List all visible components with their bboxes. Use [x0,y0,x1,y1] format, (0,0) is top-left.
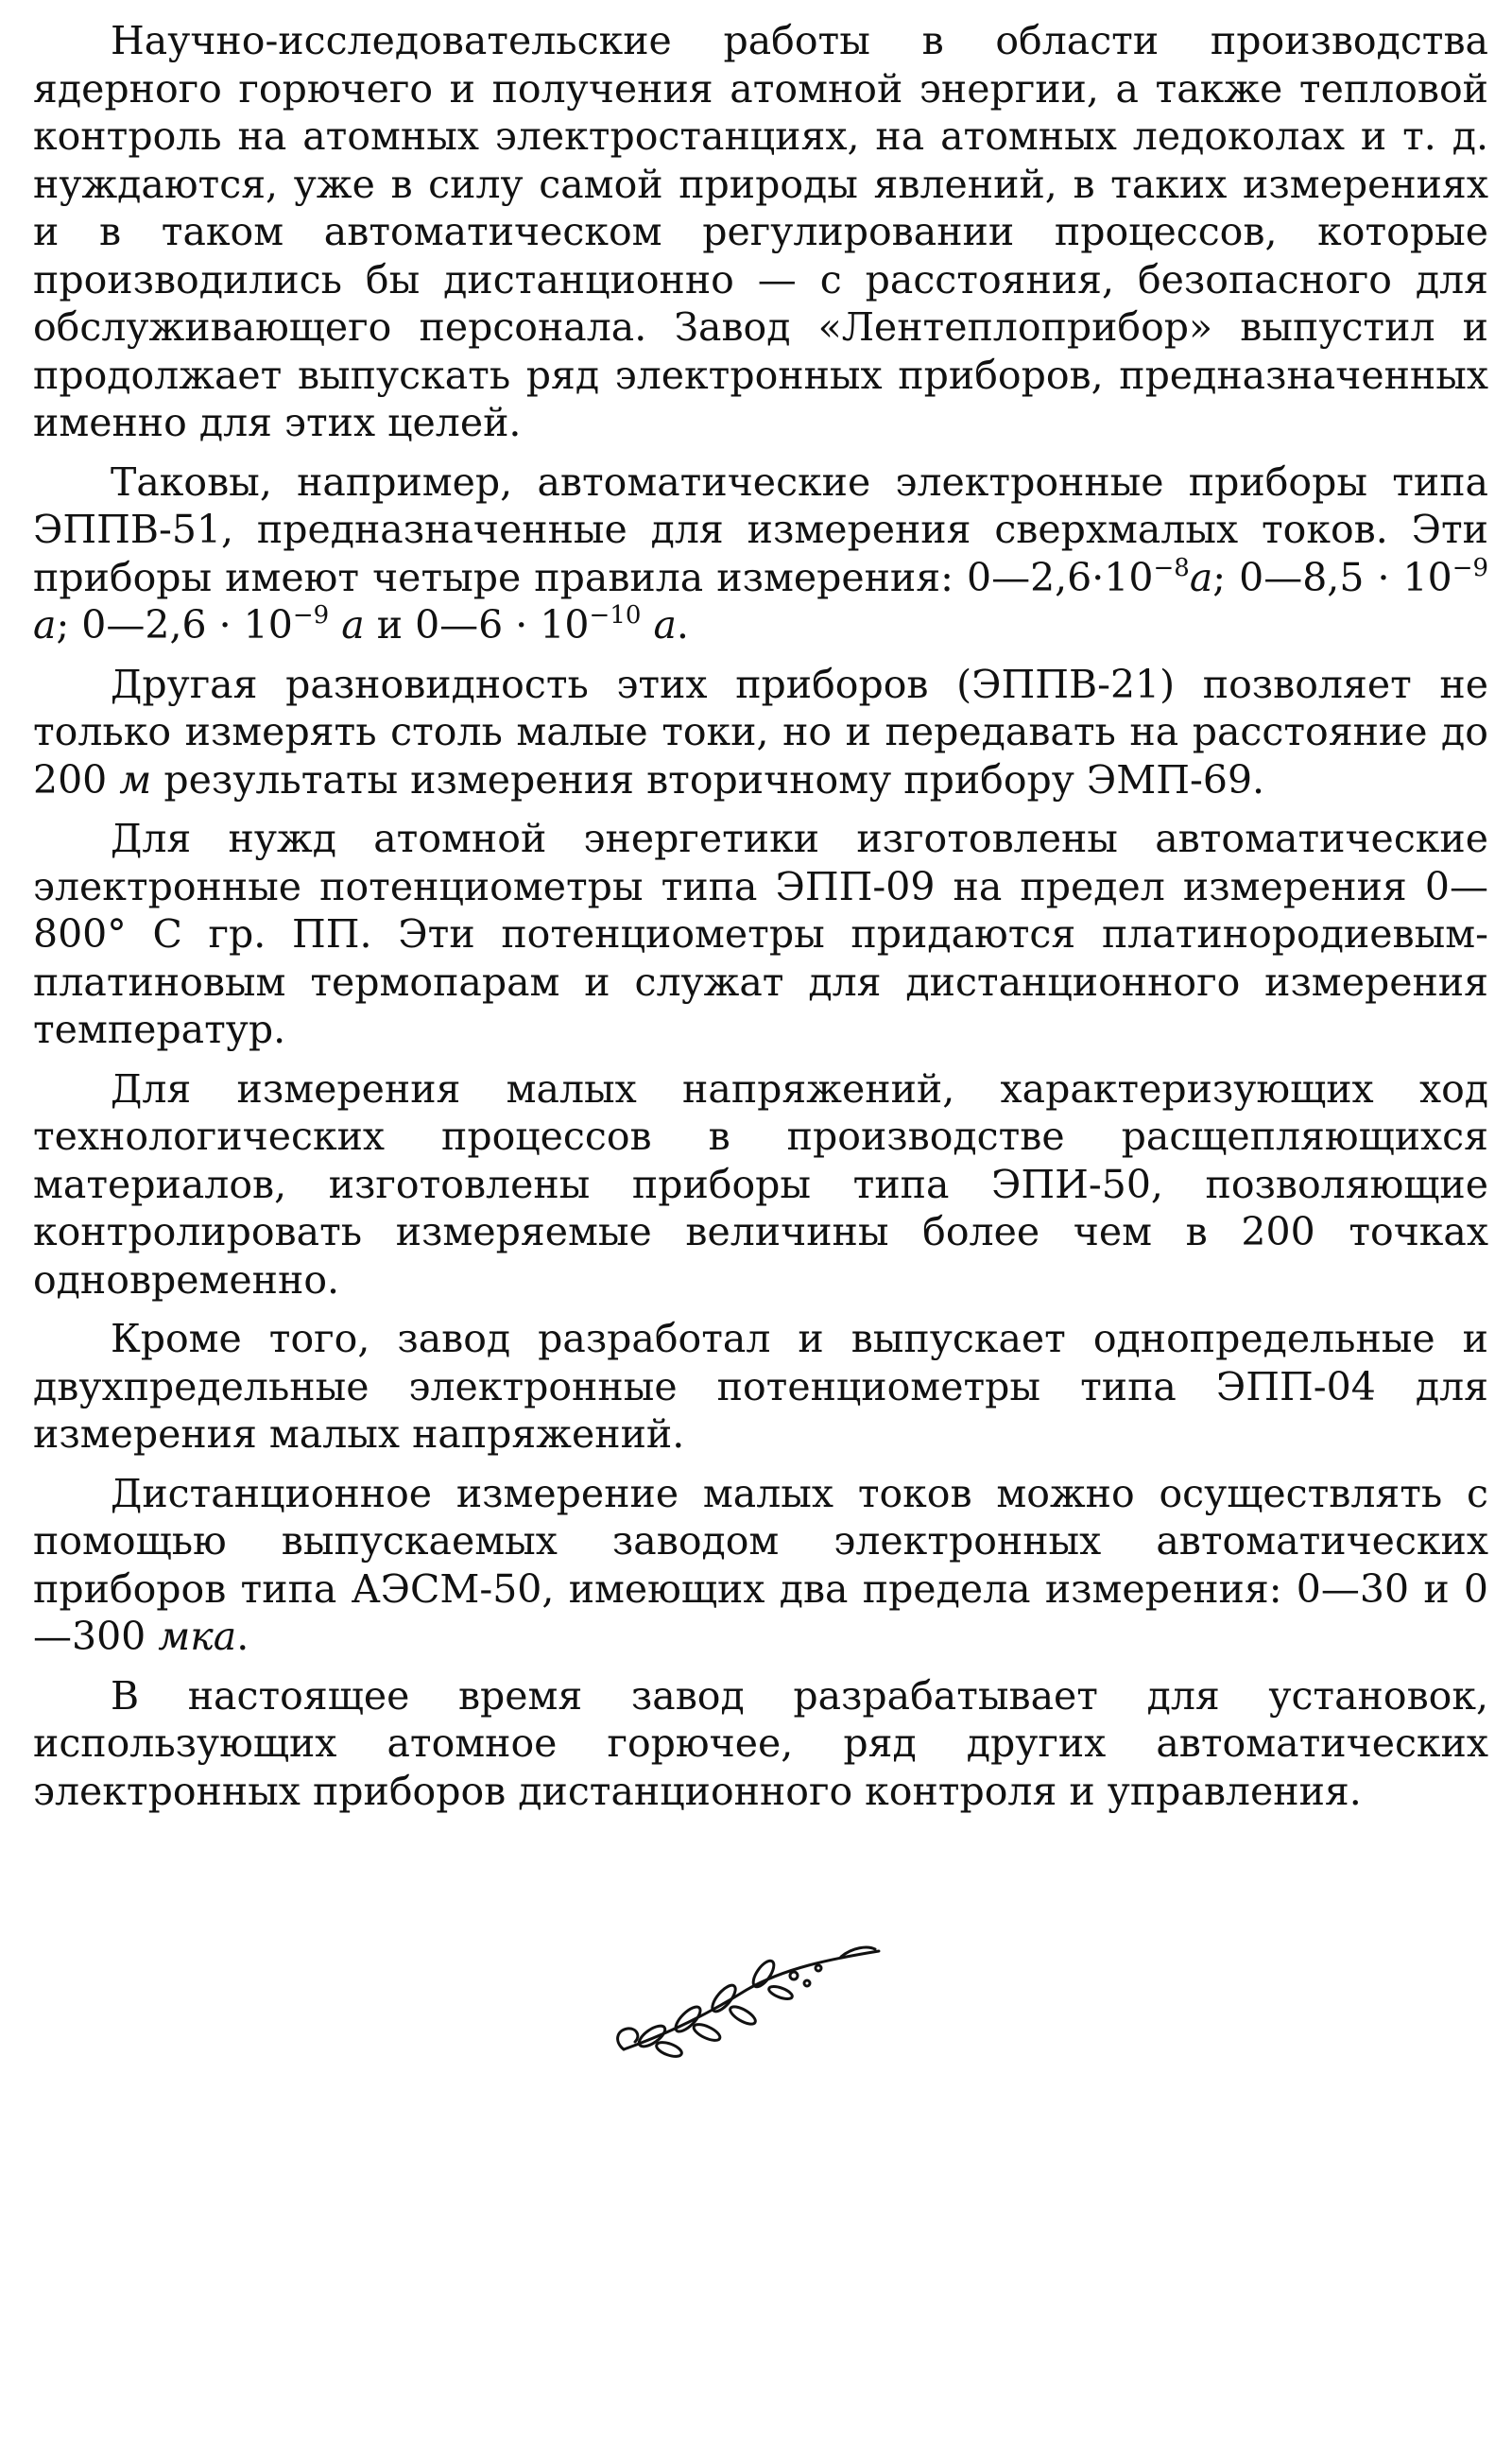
italic-unit: м [119,756,152,803]
exponent: −9 [292,601,330,630]
italic-unit: а [33,602,57,648]
italic-unit: мка [158,1614,237,1659]
italic-unit: а [341,602,365,648]
laurel-branch-icon [605,1938,888,2061]
exponent: −8 [1153,553,1190,582]
paragraph-5: Для измерения малых напряжений, характеризующих ход технологических процессов в производстве расщепляющихся материалов, изготовлены приборы типа ЭПИ-50, позволяющие контролировать измеряемые величины более чем в 200 точках одновременно. [33,1065,1488,1303]
page-body [33,17,1488,1826]
paragraph-2: Таковы, например, автоматические электронные приборы типа ЭППВ-51, предназначенные для измерения сверхмалых токов. Эти приборы имеют четыре правила измерения: $0—2,6\cdot 10^{-8}а$; 0—8,5 · $10^{-9}$ а; 0—2,6 · $10^{-9}$ а и 0—6 · $10^{-10}$ а. [33,458,1489,648]
paragraph-4: Для нужд атомной энергетики изготовлены автоматические электронные потенциометры типа ЭПП-09 на предел измерения 0—800° С гр. ПП. Эти потенциометры придаются платинородиевым-платиновым термопарам и служат для дистанционного измерения температур. [33,816,1488,1052]
italic-unit: а [1189,554,1213,600]
exponent: −10 [589,601,642,630]
paragraph-1: Научно-исследовательские работы в области производства ядерного горючего и получения атомной энергии, а также тепловой контроль на атомных электростанциях, на атомных ледоколах и т. д. нуждаются, уже в силу самой природы явлений, в таких измерениях и в таком автоматическом регулировании процессов, которые производились бы дистанционно — с расстояния, безопасного для обслуживающего персонала. Завод «Лентеплоприбор» выпустил и продолжает выпускать ряд электронных приборов, предназначенных именно для этих целей. [33,18,1488,445]
paragraph-3: Другая разновидность этих приборов (ЭППВ-21) позволяет не только измерять столь малые токи, но и передавать на расстояние до 200 м результаты измерения вторичному прибору ЭМП-69. [33,661,1488,803]
paragraph-6: Кроме того, завод разработал и выпускает однопредельные и двухпредельные электронные потенциометры типа ЭПП-04 для измерения малых напряжений. [33,1316,1488,1457]
paragraph-7: Дистанционное измерение малых токов можно осуществлять с помощью выпускаемых заводом электронных автоматических приборов типа АЭСМ-50, имеющих два предела измерения: 0—30 и 0—300 мка. [33,1470,1488,1659]
italic-unit: а [653,602,677,648]
exponent: −9 [1452,553,1489,582]
paragraph-8: В настоящее время завод разрабатывает для установок, использующих атомное горючее, ряд других автоматических электронных приборов дистанционного контроля и управления. [33,1672,1488,1814]
